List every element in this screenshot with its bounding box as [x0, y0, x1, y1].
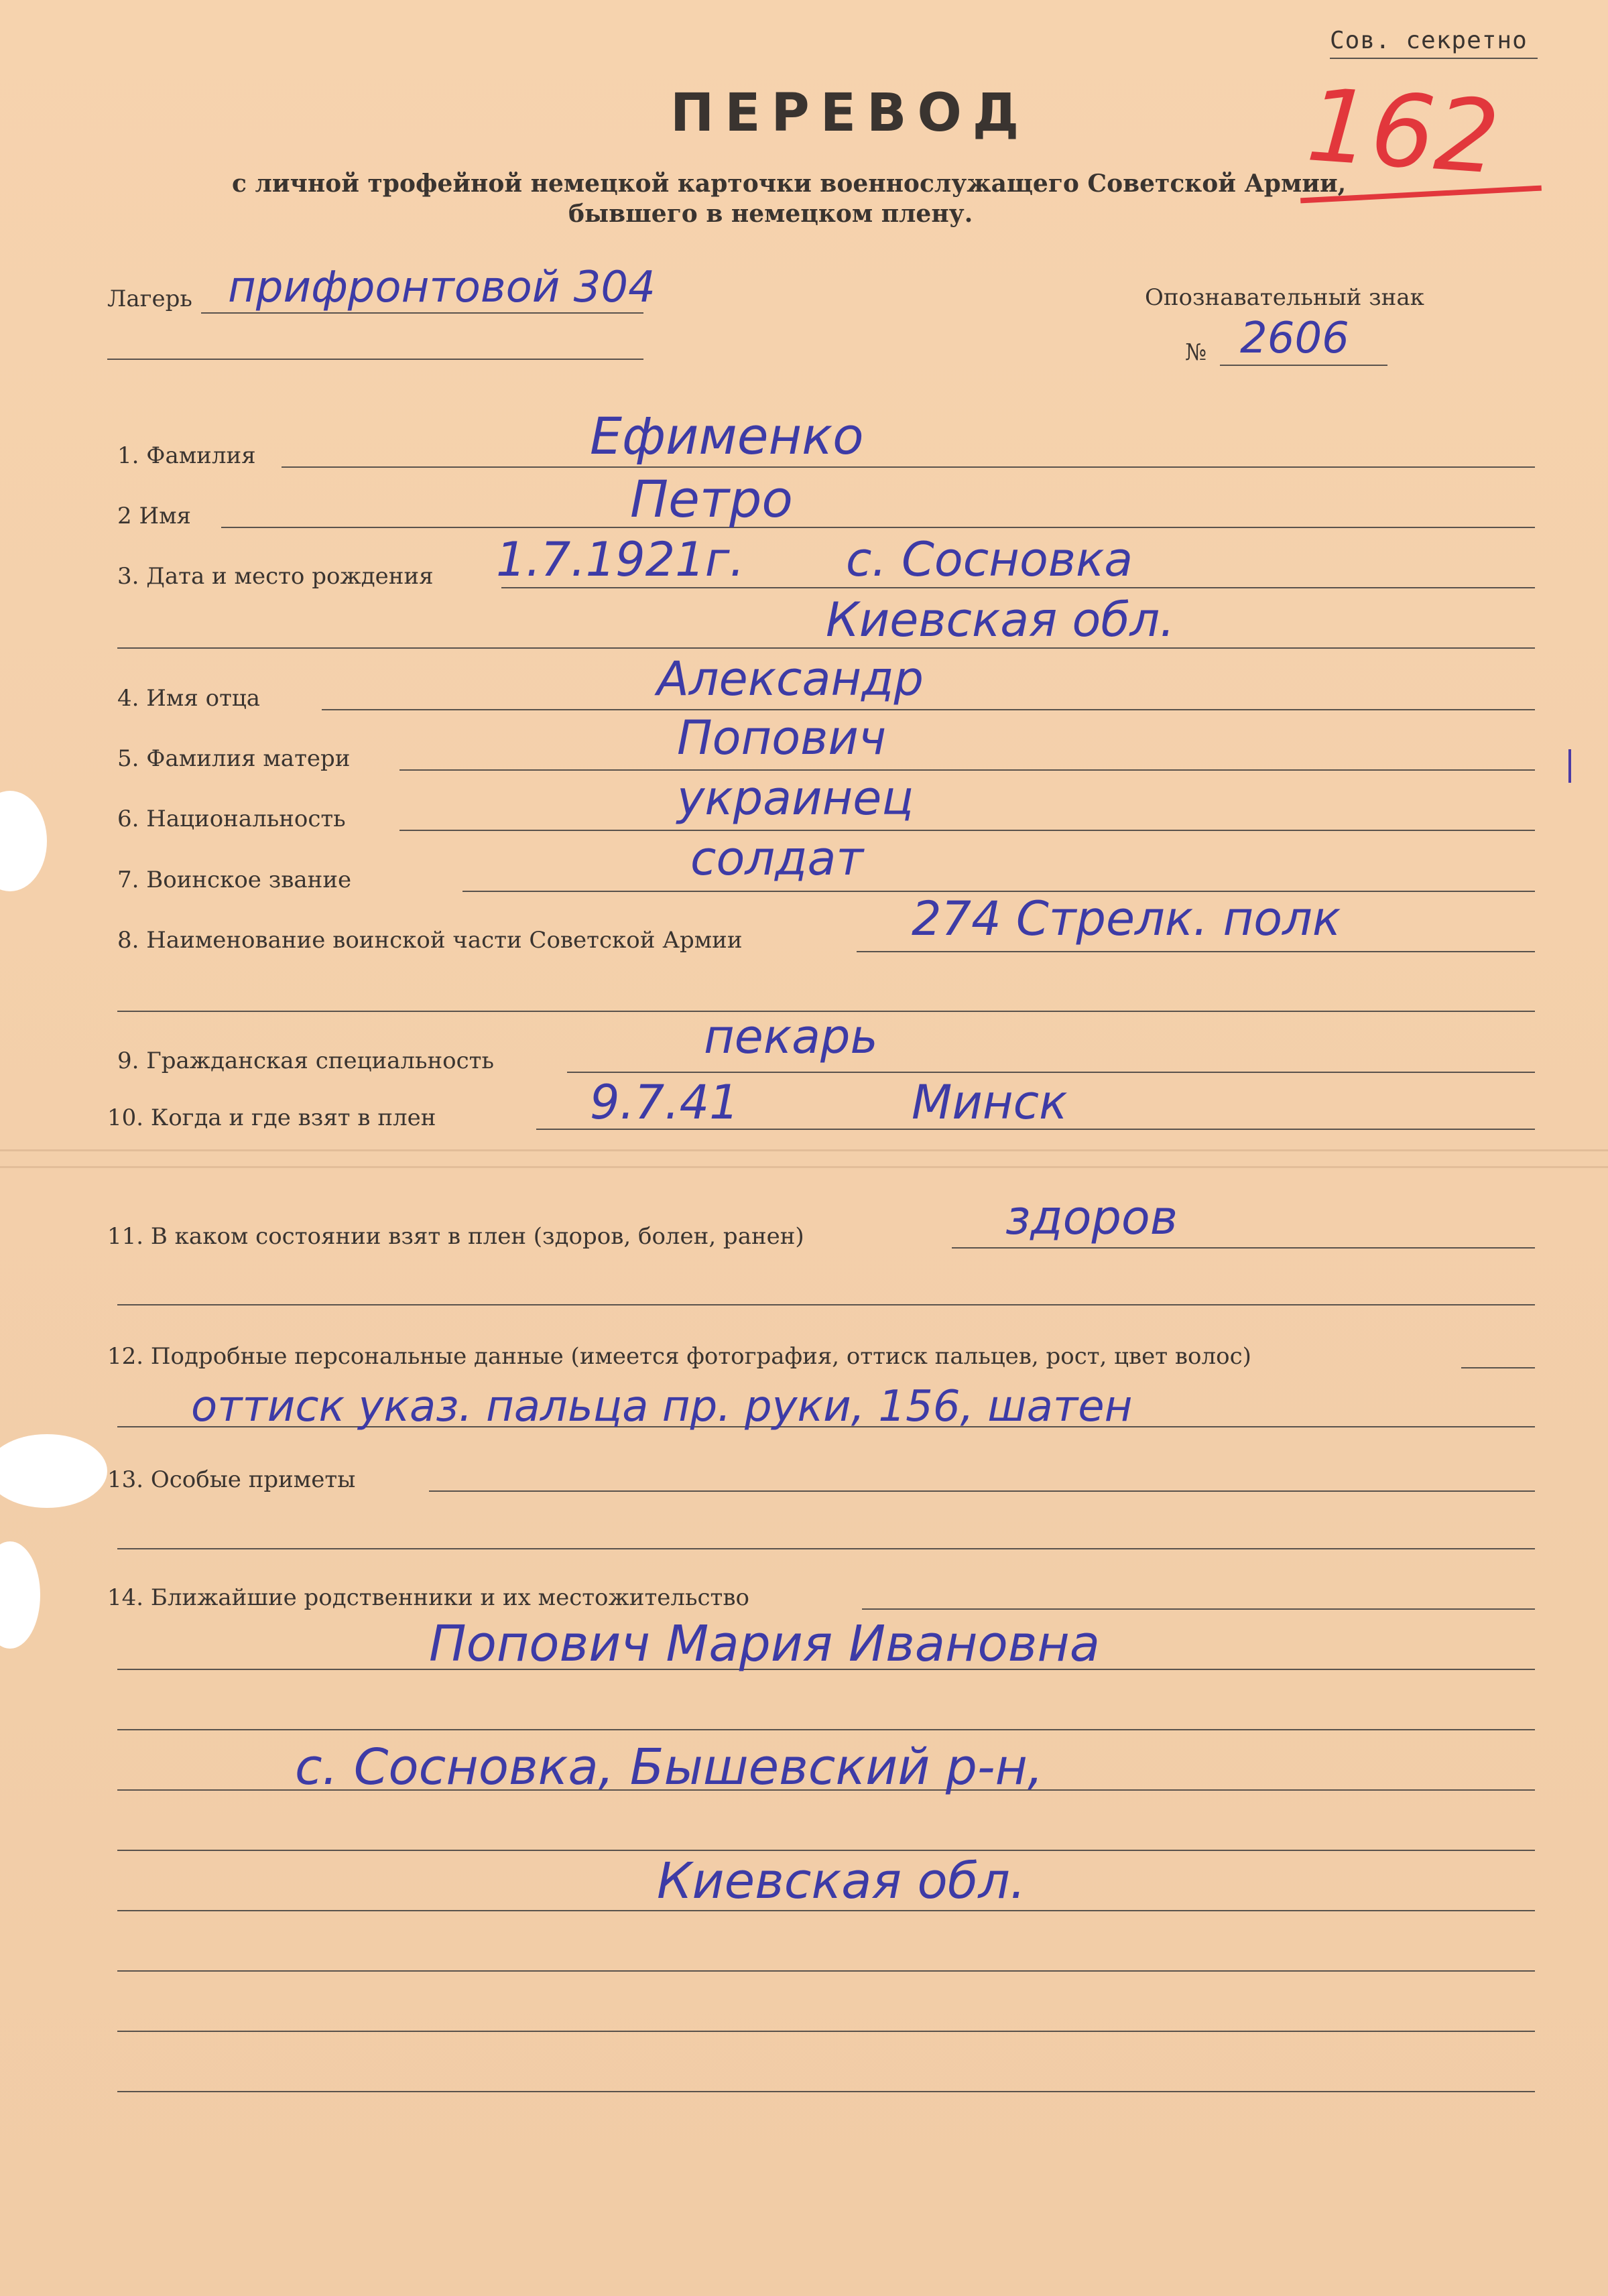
field-14-line-3 [117, 1729, 1535, 1730]
field-13-label: 13. Особые приметы [107, 1466, 356, 1493]
field-2-value: Петро [630, 469, 793, 529]
camp-line-2 [107, 359, 643, 360]
field-9-line [567, 1072, 1535, 1073]
field-3-label: 3. Дата и место рождения [117, 563, 434, 590]
field-10-value-place: Минск [912, 1075, 1068, 1130]
field-11-line-2 [117, 1304, 1535, 1305]
field-12-label: 12. Подробные персональные данные (имеется фотография, оттиск пальцев, рост, цвет волос) [107, 1343, 1251, 1370]
field-12-line [1461, 1367, 1535, 1368]
field-11-value: здоров [1005, 1190, 1178, 1245]
field-5-line [399, 769, 1535, 771]
field-3-value-region: Киевская обл. [826, 592, 1175, 647]
field-3-line-2 [117, 647, 1535, 649]
field-13-line-2 [117, 1548, 1535, 1549]
field-14-line-9 [117, 2091, 1535, 2092]
field-4-value: Александр [657, 651, 924, 706]
id-mark-number-sign: № [1185, 339, 1207, 366]
field-8-line [857, 951, 1535, 952]
document-title: ПЕРЕВОД [670, 83, 1030, 143]
field-6-label: 6. Национальность [117, 806, 346, 832]
field-14-line-6 [117, 1910, 1535, 1911]
id-mark-label: Опознавательный знак [1145, 284, 1424, 311]
field-6-line [399, 830, 1535, 831]
camp-value: прифронтовой 304 [228, 263, 656, 312]
field-3-value-place: с. Сосновка [846, 532, 1133, 587]
torn-edge [0, 791, 47, 891]
field-11-line [952, 1247, 1535, 1249]
torn-edge [0, 1434, 107, 1508]
classification-underline [1330, 58, 1538, 59]
field-5-label: 5. Фамилия матери [117, 745, 351, 772]
subtitle-line-2: бывшего в немецком плену. [568, 200, 973, 228]
field-9-value: пекарь [704, 1009, 878, 1064]
fold-line [0, 1166, 1608, 1168]
camp-line [201, 312, 643, 314]
field-4-label: 4. Имя отца [117, 685, 261, 712]
torn-edge [0, 1541, 40, 1649]
field-9-label: 9. Гражданская специальность [117, 1047, 494, 1074]
field-1-line [282, 466, 1535, 468]
field-8-label: 8. Наименование воинской части Советской Армии [117, 927, 743, 954]
field-14-value-name: Попович Мария Ивановна [429, 1615, 1101, 1673]
field-8-value: 274 Стрелк. полк [912, 891, 1341, 946]
field-6-value: украинец [677, 771, 914, 826]
margin-ink-mark [1568, 749, 1571, 783]
field-14-line-5 [117, 1850, 1535, 1851]
field-14-value-region: Киевская обл. [657, 1852, 1026, 1910]
field-3-value-date: 1.7.1921г. [496, 532, 745, 587]
subtitle-line-1: с личной трофейной немецкой карточки военнослужащего Советской Армии, [232, 170, 1347, 198]
id-mark-value: 2606 [1240, 314, 1349, 363]
red-pencil-number: 162 [1303, 67, 1503, 197]
field-2-label: 2 Имя [117, 503, 191, 529]
classification-stamp: Сов. секретно [1330, 27, 1528, 54]
field-1-value: Ефименко [590, 406, 864, 466]
field-14-label: 14. Ближайшие родственники и их местожительство [107, 1584, 749, 1611]
field-14-line-7 [117, 1970, 1535, 1972]
field-5-value: Попович [677, 710, 887, 765]
camp-label: Лагерь [107, 285, 192, 312]
field-14-value-address: с. Сосновка, Бышевский р-н, [295, 1738, 1044, 1796]
field-12-value: оттиск указ. пальца пр. руки, 156, шатен [191, 1382, 1133, 1431]
field-7-value: солдат [690, 831, 864, 886]
field-13-line [429, 1490, 1535, 1492]
field-7-label: 7. Воинское звание [117, 867, 352, 893]
field-14-line-8 [117, 2031, 1535, 2032]
field-3-line [501, 587, 1535, 588]
field-11-label: 11. В каком состоянии взят в плен (здоров, болен, ранен) [107, 1223, 804, 1250]
field-10-value-date: 9.7.41 [590, 1075, 739, 1130]
field-10-label: 10. Когда и где взят в плен [107, 1104, 436, 1131]
field-4-line [322, 709, 1535, 710]
fold-line [0, 1149, 1608, 1151]
field-1-label: 1. Фамилия [117, 442, 256, 469]
id-mark-line [1220, 365, 1387, 366]
field-14-line [862, 1608, 1535, 1610]
field-2-line [221, 527, 1535, 528]
